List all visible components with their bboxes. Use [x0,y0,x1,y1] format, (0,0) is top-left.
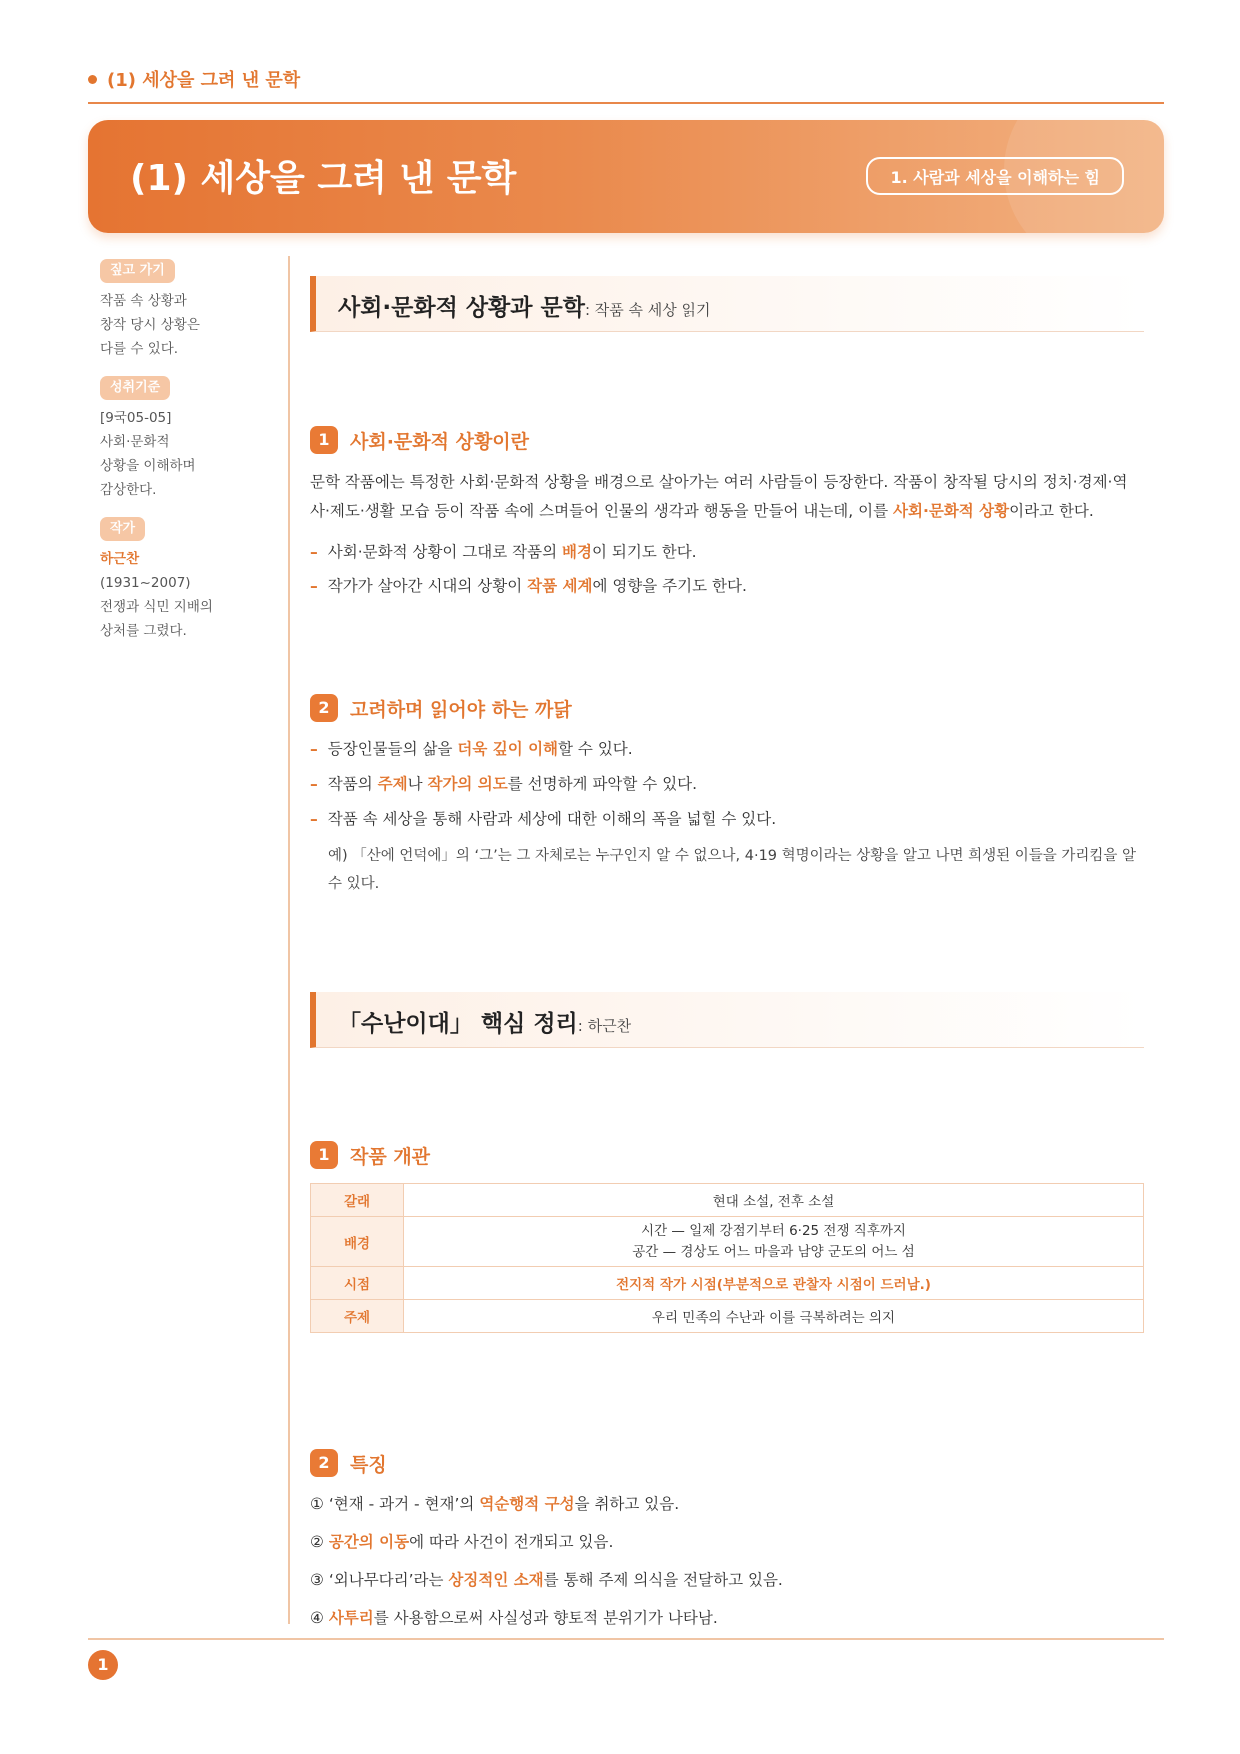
number-badge: 1 [310,1141,338,1169]
dash-icon: – [310,577,318,595]
subhead-features [310,1448,387,1478]
dash-icon: – [310,740,318,758]
sidebar-standard-text: [9국05-05] 사회·문화적 상황을 이해하며 감상한다. [100,410,196,498]
list-text: 작품 속 세상을 통해 사람과 세상에 대한 이해의 폭을 넓힐 수 있다. [327,810,777,828]
sidebar-note-text: 작품 속 상황과 창작 당시 상황은 다를 수 있다. [100,293,200,357]
author-name: 하근찬 [100,551,140,567]
section-title-text: 사회·문화적 상황과 문학 [338,295,585,321]
feature-text: ② [310,1533,329,1551]
sidebar-author [100,516,270,643]
section-header-summary [310,992,1144,1048]
dash-icon: – [310,543,318,561]
dash-icon: – [310,775,318,793]
table-key: 주제 [311,1300,404,1333]
highlight-term: 역순행적 구성 [479,1495,575,1513]
list-text: 작품의 [327,775,378,793]
feature-item [310,1568,1140,1592]
section-title [338,289,711,322]
author-years: (1931~2007) [100,575,191,591]
table-value-line: 공간 — 경상도 어느 마을과 남양 군도의 어느 섬 [632,1243,915,1260]
section-subtitle: : 작품 속 세상 읽기 [584,301,711,319]
header-divider [88,102,1164,104]
tag-check-point: 짚고 가기 [100,259,175,283]
feature-item [310,1606,1140,1630]
number-badge: 2 [310,694,338,722]
sidebar-standard [100,375,270,502]
sidebar [100,258,270,657]
table-key: 시점 [311,1267,404,1300]
feature-text: 에 따라 사건이 전개되고 있음. [409,1533,614,1551]
highlight-term: 더욱 깊이 이해 [457,740,559,758]
highlight-term: 사투리 [328,1609,374,1627]
section-title-text: 「수난이대」 핵심 정리 [338,1011,578,1037]
tag-author: 작가 [100,517,145,541]
table-row [311,1217,1144,1267]
example-note: 예) 「산에 언덕에」의 ‘그’는 그 자체로는 누구인지 알 수 없으나, 4·19 혁명이라는 상황을 알고 나면 희생된 이들을 가리킴을 알 수 있다. [328,848,1137,892]
page-number: 1 [88,1650,118,1680]
subhead-context-definition [310,425,529,455]
footer-divider [88,1638,1164,1640]
highlight-term: 주제 [377,775,408,793]
table-row [311,1184,1144,1217]
section-title [338,1005,631,1038]
chapter-banner [88,120,1164,233]
table-value-line: 시간 — 일제 강점기부터 6·25 전쟁 직후까지 [641,1222,906,1239]
bullet-dot-icon [88,75,97,84]
definition-paragraph [310,468,1140,526]
number-badge: 2 [310,1449,338,1477]
feature-text: ③ ‘외나무다리’라는 [310,1571,449,1589]
sidebar-note [100,258,270,361]
highlight-term: 작가의 의도 [427,775,508,793]
subhead-overview [310,1140,430,1170]
table-value: 현대 소설, 전후 소설 [404,1184,1144,1217]
paragraph-text: 이라고 한다. [1009,502,1094,520]
breadcrumb [88,64,300,94]
tag-achievement-standard: 성취기준 [100,376,170,400]
table-value [404,1217,1144,1267]
list-item [310,772,1140,796]
list-item [310,807,1140,831]
subhead-title: 작품 개관 [350,1145,431,1168]
list-text: 를 선명하게 파악할 수 있다. [507,775,698,793]
feature-item [310,1492,1140,1516]
list-item [310,737,1140,761]
list-text: 나 [407,775,428,793]
paragraph-text: 문학 작품에는 특정한 사회·문화적 상황을 배경으로 살아가는 여러 사람들이 등장한다. 작품이 창작될 당시의 정치·경제·역사·제도·생활 모습 등이 작품 속에 스며들어 인물의 생각과 행동을 만들어 내는데, 이를 [310,473,1128,520]
chapter-title: (1) 세상을 그려 낸 문학 [130,158,517,199]
highlight-term: 공간의 이동 [328,1533,410,1551]
highlight-term: 상징적인 소재 [448,1571,544,1589]
subhead-reasons [310,693,572,723]
breadcrumb-label: (1) 세상을 그려 낸 문학 [107,70,301,91]
feature-text: 를 사용함으로써 사실성과 향토적 분위기가 나타남. [373,1609,718,1627]
sidebar-divider [288,256,290,1624]
table-key: 갈래 [311,1184,404,1217]
dash-icon: – [310,810,318,828]
feature-text: 을 취하고 있음. [574,1495,680,1513]
list-text: 에 영향을 주기도 한다. [592,577,747,595]
highlight-term: 사회·문화적 상황 [893,502,1010,520]
list-item [310,574,1140,598]
feature-text: ① ‘현재 - 과거 - 현재’의 [310,1495,480,1513]
subhead-title: 고려하며 읽어야 하는 까닭 [350,698,572,721]
table-row [311,1300,1144,1333]
section-subtitle: : 하근찬 [577,1017,632,1035]
section-header-context [310,276,1144,332]
subhead-title: 특징 [350,1453,387,1476]
subhead-title: 사회·문화적 상황이란 [350,430,530,453]
feature-item [310,1530,1140,1554]
table-key: 배경 [311,1217,404,1267]
number-badge: 1 [310,426,338,454]
table-value: 우리 민족의 수난과 이를 극복하려는 의지 [404,1300,1144,1333]
overview-table [310,1183,1144,1333]
unit-pill: 1. 사람과 세상을 이해하는 힘 [866,157,1124,195]
table-value: 전지적 작가 시점(부분적으로 관찰자 시점이 드러남.) [404,1267,1144,1300]
list-item [310,540,1140,564]
list-text: 작가가 살아간 시대의 상황이 [327,577,528,595]
highlight-term: 배경 [562,543,592,561]
highlight-term: 작품 세계 [527,577,593,595]
feature-text: ④ [310,1609,329,1627]
table-row [311,1267,1144,1300]
feature-text: 를 통해 주제 의식을 전달하고 있음. [543,1571,783,1589]
list-text: 사회·문화적 상황이 그대로 작품의 [327,543,563,561]
list-text: 이 되기도 한다. [591,543,697,561]
list-text: 할 수 있다. [558,740,633,758]
author-description: 전쟁과 식민 지배의 상처를 그렸다. [100,599,213,639]
list-text: 등장인물들의 삶을 [327,740,458,758]
